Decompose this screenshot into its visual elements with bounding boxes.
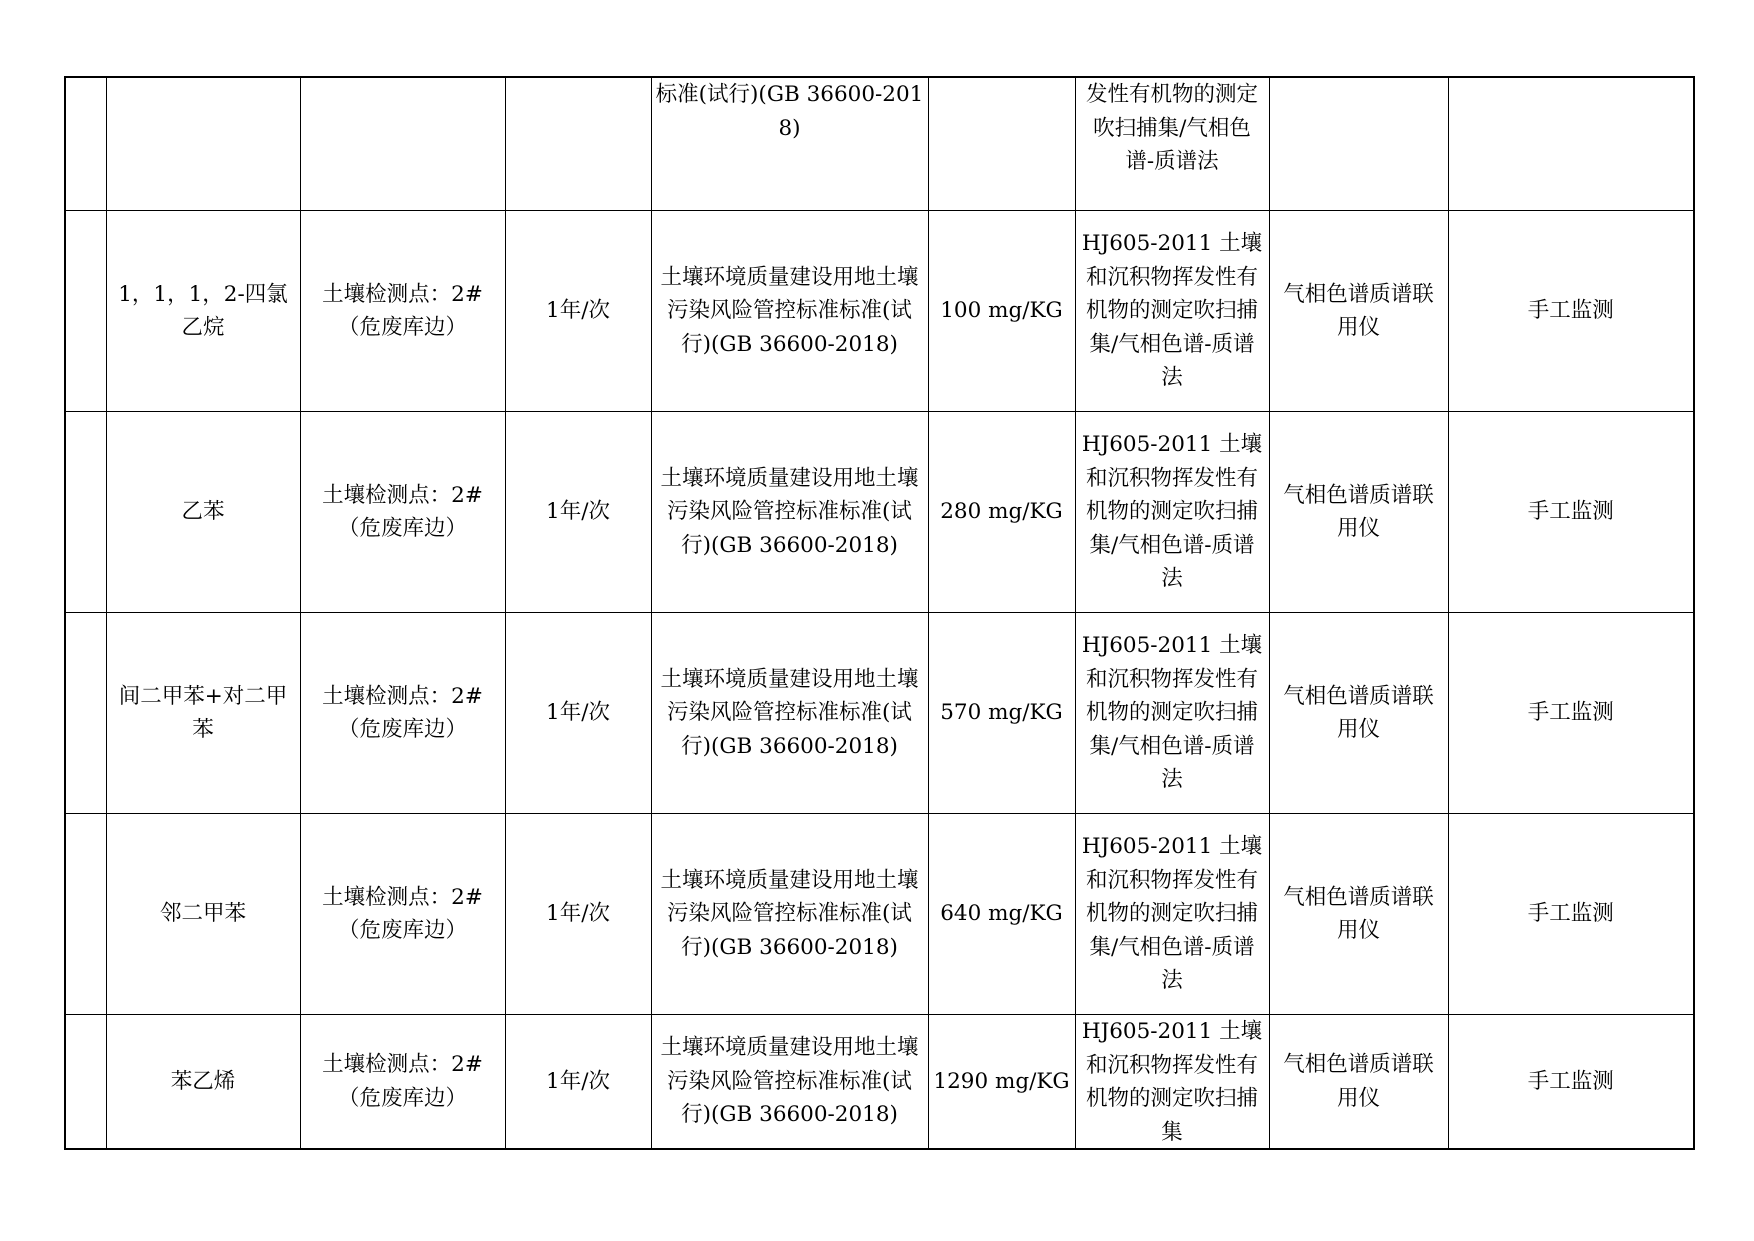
- cell-mode: 手工监测: [1448, 412, 1694, 613]
- cell-frequency: 1年/次: [505, 412, 651, 613]
- cell-standard: 土壤环境质量建设用地土壤污染风险管控标准标准(试行)(GB 36600-2018): [651, 211, 928, 412]
- cell-item: 1，1，1，2-四氯乙烷: [106, 211, 300, 412]
- table-gutter-cell: [65, 1015, 106, 1150]
- cell-site: 土壤检测点：2#（危废库边）: [300, 613, 505, 814]
- table-gutter-cell: [65, 613, 106, 814]
- table-gutter-cell: [65, 211, 106, 412]
- cell-method: HJ605-2011 土壤和沉积物挥发性有机物的测定吹扫捕集/气相色谱-质谱法: [1075, 613, 1269, 814]
- cell-standard: 土壤环境质量建设用地土壤污染风险管控标准标准(试行)(GB 36600-2018): [651, 412, 928, 613]
- cell-instrument: 气相色谱质谱联用仪: [1269, 814, 1448, 1015]
- cell-instrument: 气相色谱质谱联用仪: [1269, 412, 1448, 613]
- cell-mode: 手工监测: [1448, 211, 1694, 412]
- cell-limit: 640 mg/KG: [928, 814, 1075, 1015]
- cell-standard: [651, 77, 928, 211]
- cell-limit: 1290 mg/KG: [928, 1015, 1075, 1150]
- standard-text: 标准(试行)(GB 36600-2018): [655, 82, 924, 141]
- cell-site: 土壤检测点：2#（危废库边）: [300, 211, 505, 412]
- cell-mode: 手工监测: [1448, 613, 1694, 814]
- soil-monitoring-table: [64, 76, 1695, 1150]
- cell-item: 苯乙烯: [106, 1015, 300, 1150]
- cell-item: [106, 77, 300, 211]
- cell-item: 邻二甲苯: [106, 814, 300, 1015]
- cell-limit: 280 mg/KG: [928, 412, 1075, 613]
- cell-method: HJ605-2011 土壤和沉积物挥发性有机物的测定吹扫捕集/气相色谱-质谱法: [1075, 814, 1269, 1015]
- standard-text: 土壤环境质量建设用地土壤污染风险管控标准标准(试行)(GB 36600-2018): [660, 1035, 919, 1128]
- method-text: HJ605-2011 土壤和沉积物挥发性有机物的测定吹扫捕集: [1081, 1019, 1263, 1145]
- cell-mode: 手工监测: [1448, 814, 1694, 1015]
- cell-frequency: 1年/次: [505, 211, 651, 412]
- cell-frequency: 1年/次: [505, 1015, 651, 1150]
- table-gutter-cell: [65, 412, 106, 613]
- cell-site: 土壤检测点：2#（危废库边）: [300, 814, 505, 1015]
- cell-limit: [928, 77, 1075, 211]
- cell-instrument: [1269, 77, 1448, 211]
- cell-limit: 570 mg/KG: [928, 613, 1075, 814]
- table-row: [65, 211, 1694, 412]
- cell-method: HJ605-2011 土壤和沉积物挥发性有机物的测定吹扫捕集/气相色谱-质谱法: [1075, 211, 1269, 412]
- cell-instrument: 气相色谱质谱联用仪: [1269, 1015, 1448, 1150]
- cell-standard: 土壤环境质量建设用地土壤污染风险管控标准标准(试行)(GB 36600-2018): [651, 613, 928, 814]
- cell-frequency: [505, 77, 651, 211]
- cell-frequency: 1年/次: [505, 613, 651, 814]
- cell-site: [300, 77, 505, 211]
- table-row-continued: [65, 77, 1694, 211]
- cell-method: [1075, 77, 1269, 211]
- cell-mode: [1448, 77, 1694, 211]
- cell-item: 间二甲苯+对二甲苯: [106, 613, 300, 814]
- cell-method: HJ605-2011 土壤和沉积物挥发性有机物的测定吹扫捕集/气相色谱-质谱法: [1075, 412, 1269, 613]
- table-row: [65, 1015, 1694, 1150]
- cell-site: 土壤检测点：2#（危废库边）: [300, 1015, 505, 1150]
- cell-instrument: 气相色谱质谱联用仪: [1269, 211, 1448, 412]
- table-gutter-cell: [65, 814, 106, 1015]
- table-gutter-cell: [65, 77, 106, 211]
- cell-mode: 手工监测: [1448, 1015, 1694, 1150]
- cell-instrument: 气相色谱质谱联用仪: [1269, 613, 1448, 814]
- method-text: 发性有机物的测定吹扫捕集/气相色谱-质谱法: [1085, 82, 1258, 174]
- cell-item: 乙苯: [106, 412, 300, 613]
- cell-standard: [651, 1015, 928, 1150]
- table-row: [65, 814, 1694, 1015]
- table-row: [65, 613, 1694, 814]
- table-row: [65, 412, 1694, 613]
- cell-limit: 100 mg/KG: [928, 211, 1075, 412]
- cell-frequency: 1年/次: [505, 814, 651, 1015]
- cell-method: [1075, 1015, 1269, 1150]
- cell-standard: 土壤环境质量建设用地土壤污染风险管控标准标准(试行)(GB 36600-2018): [651, 814, 928, 1015]
- cell-site: 土壤检测点：2#（危废库边）: [300, 412, 505, 613]
